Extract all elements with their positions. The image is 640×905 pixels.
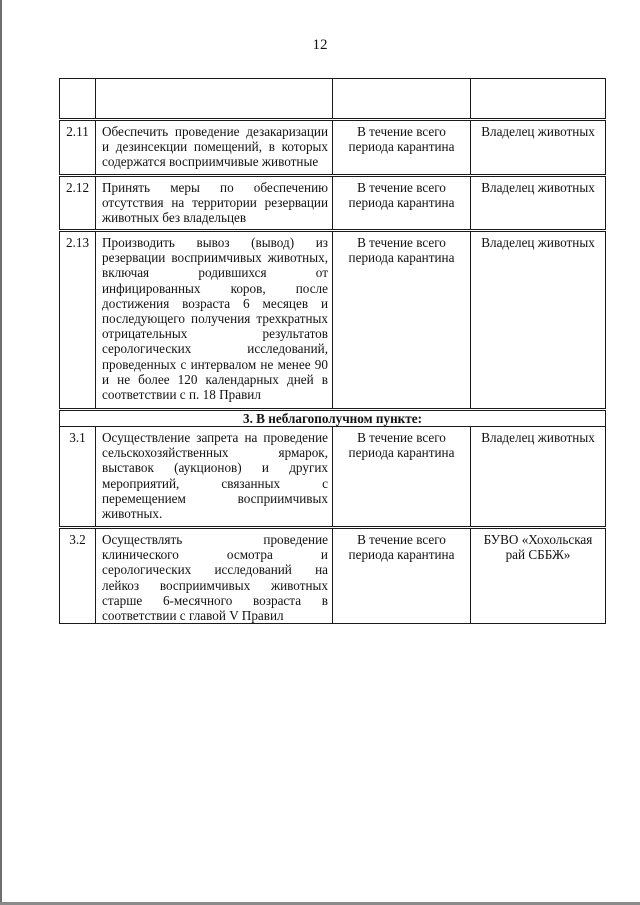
empty-cell bbox=[471, 79, 606, 120]
row-number: 3.1 bbox=[60, 427, 96, 528]
table-row-2-13 bbox=[60, 231, 606, 410]
measures-table bbox=[59, 78, 606, 624]
measure-text: Обеспечить проведение дезакаризации и дезинсекции помещений, в которых содержатся восприимчивые животные bbox=[96, 120, 333, 176]
row-number: 2.12 bbox=[60, 176, 96, 231]
measure-text: Принять меры по обеспечению отсутствия на территории резервации животных без владельцев bbox=[96, 176, 333, 231]
empty-cell bbox=[333, 79, 471, 120]
term-text: В течение всего периода карантина bbox=[333, 427, 471, 528]
section-title: 3. В неблагополучном пункте: bbox=[60, 410, 606, 427]
measure-text: Производить вывоз (вывод) из резервации восприимчивых животных, включая родившихся от инфицированных коров, после достижения возраста 6 месяцев и последующего получения трехкратных отрицательных результатов серологических исследований, проведенных с интервалом не менее 90 и не более 120 календарных дней в соответствии с п. 18 Правил bbox=[96, 231, 333, 410]
term-text: В течение всего периода карантина bbox=[333, 120, 471, 176]
executor-text: Владелец животных bbox=[471, 120, 606, 176]
executor-text: БУВО «Хохольская рай СББЖ» bbox=[471, 528, 606, 624]
measure-text: Осуществление запрета на проведение сельскохозяйственных ярмарок, выставок (аукционов) и других мероприятий, связанных с перемещением восприимчивых животных. bbox=[96, 427, 333, 528]
empty-cell bbox=[96, 79, 333, 120]
table-row-empty-continuation bbox=[60, 79, 606, 120]
row-number: 2.13 bbox=[60, 231, 96, 410]
term-text: В течение всего периода карантина bbox=[333, 176, 471, 231]
empty-cell bbox=[60, 79, 96, 120]
table-row-3-2 bbox=[60, 528, 606, 624]
executor-text: Владелец животных bbox=[471, 176, 606, 231]
measure-text: Осуществлять проведение клинического осмотра и серологических исследований на лейкоз восприимчивых животных старше 6-месячного возраста в соответствии с главой V Правил bbox=[96, 528, 333, 624]
table-row-2-12 bbox=[60, 176, 606, 231]
page-number: 12 bbox=[312, 37, 328, 53]
term-text: В течение всего периода карантина bbox=[333, 231, 471, 410]
table-row-3-1 bbox=[60, 427, 606, 528]
section-heading-row bbox=[60, 410, 606, 427]
term-text: В течение всего периода карантина bbox=[333, 528, 471, 624]
executor-text: Владелец животных bbox=[471, 231, 606, 410]
row-number: 2.11 bbox=[60, 120, 96, 176]
executor-text: Владелец животных bbox=[471, 427, 606, 528]
table-row-2-11 bbox=[60, 120, 606, 176]
scan-edge-left bbox=[0, 0, 2, 905]
row-number: 3.2 bbox=[60, 528, 96, 624]
